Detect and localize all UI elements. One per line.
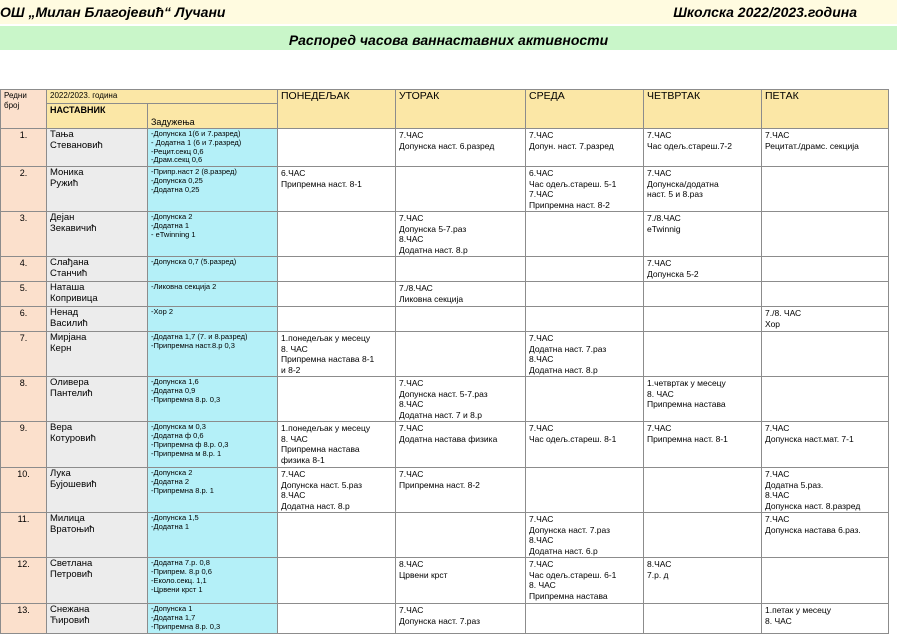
monday-cell: 1.понедељак у месецу 8. ЧАС Припремна настава 8-1 и 8-2 bbox=[278, 332, 396, 377]
monday-cell bbox=[278, 377, 396, 422]
header-friday: ПЕТАК bbox=[762, 90, 889, 129]
table-row bbox=[1, 513, 889, 558]
table-row bbox=[1, 422, 889, 468]
thursday-cell bbox=[644, 282, 762, 307]
tuesday-cell bbox=[396, 167, 526, 212]
school-year-title: Школска 2022/2023.година bbox=[673, 4, 857, 20]
teacher-name: Снежана Ћировић bbox=[47, 604, 148, 634]
teacher-name: Светлана Петровић bbox=[47, 558, 148, 604]
friday-cell bbox=[762, 558, 889, 604]
monday-cell bbox=[278, 558, 396, 604]
header-teacher: НАСТАВНИК bbox=[47, 104, 148, 129]
friday-cell bbox=[762, 167, 889, 212]
table-row bbox=[1, 468, 889, 513]
teacher-name: Вера Котуровић bbox=[47, 422, 148, 468]
friday-cell bbox=[762, 282, 889, 307]
teacher-name: Ненад Василић bbox=[47, 307, 148, 332]
monday-cell: 7.ЧАС Допунска наст. 5.раз 8.ЧАС Додатна наст. 8.р bbox=[278, 468, 396, 513]
teacher-duties: -Ликовна секција 2 bbox=[148, 282, 278, 307]
tuesday-cell bbox=[396, 332, 526, 377]
friday-cell: 7.ЧАС Додатна 5.раз. 8.ЧАС Допунска наст. 8.разред bbox=[762, 468, 889, 513]
tuesday-cell bbox=[396, 257, 526, 282]
monday-cell bbox=[278, 307, 396, 332]
monday-cell bbox=[278, 257, 396, 282]
tuesday-cell: 7.ЧАС Допунска наст. 6.разред bbox=[396, 129, 526, 167]
monday-cell: 6.ЧАС Припремна наст. 8-1 bbox=[278, 167, 396, 212]
teacher-duties: -Допунска 1 -Додатна 1,7 -Припремна 8.р. 0,3 bbox=[148, 604, 278, 634]
teacher-duties: -Допунска 1,6 -Додатна 0,9 -Припремна 8.р. 0,3 bbox=[148, 377, 278, 422]
wednesday-cell bbox=[526, 604, 644, 634]
monday-cell bbox=[278, 212, 396, 257]
header-duties-top bbox=[148, 104, 278, 116]
table-row bbox=[1, 167, 889, 212]
wednesday-cell: 7.ЧАС Час одељ.стареш. 8-1 bbox=[526, 422, 644, 468]
header-school-year: 2022/2023. година bbox=[47, 90, 278, 104]
wednesday-cell bbox=[526, 212, 644, 257]
tuesday-cell: 7.ЧАС Допунска наст. 7.раз bbox=[396, 604, 526, 634]
wednesday-cell: 7.ЧАС Час одељ.стареш. 6-1 8. ЧАС Припремна настава bbox=[526, 558, 644, 604]
thursday-cell: 7.ЧАС Допунска/додатна наст. 5 и 8.раз bbox=[644, 167, 762, 212]
tuesday-cell bbox=[396, 307, 526, 332]
row-number: 2. bbox=[1, 167, 47, 212]
tuesday-cell: 7./8.ЧАС Ликовна секција bbox=[396, 282, 526, 307]
wednesday-cell: 7.ЧАС Допунска наст. 7.раз 8.ЧАС Додатна наст. 6.р bbox=[526, 513, 644, 558]
teacher-duties: -Допунска 0,7 (5.разред) bbox=[148, 257, 278, 282]
header-wednesday: СРЕДА bbox=[526, 90, 644, 129]
wednesday-cell bbox=[526, 257, 644, 282]
tuesday-cell bbox=[396, 513, 526, 558]
monday-cell bbox=[278, 513, 396, 558]
table-row bbox=[1, 129, 889, 167]
thursday-cell: 7.ЧАС Припремна наст. 8-1 bbox=[644, 422, 762, 468]
wednesday-cell: 6.ЧАС Час одељ.стареш. 5-1 7.ЧАС Припремна наст. 8-2 bbox=[526, 167, 644, 212]
row-number: 12. bbox=[1, 558, 47, 604]
teacher-name: Слађана Станчић bbox=[47, 257, 148, 282]
teacher-duties: -Допунска 1(6 и 7.разред) - Додатна 1 (6 и 7.разред) -Рецит.секц 0,6 -Драм.секц 0,6 bbox=[148, 129, 278, 167]
thursday-cell bbox=[644, 604, 762, 634]
wednesday-cell bbox=[526, 282, 644, 307]
wednesday-cell bbox=[526, 307, 644, 332]
row-number: 13. bbox=[1, 604, 47, 634]
thursday-cell bbox=[644, 332, 762, 377]
header-thursday: ЧЕТВРТАК bbox=[644, 90, 762, 129]
school-title: ОШ „Милан Благојевић“ Лучани bbox=[0, 4, 226, 20]
table-row bbox=[1, 604, 889, 634]
table-row bbox=[1, 257, 889, 282]
thursday-cell bbox=[644, 513, 762, 558]
friday-cell: 7./8. ЧАС Хор bbox=[762, 307, 889, 332]
row-number: 5. bbox=[1, 282, 47, 307]
wednesday-cell bbox=[526, 377, 644, 422]
teacher-duties: -Допунска 1,5 -Додатна 1 bbox=[148, 513, 278, 558]
friday-cell bbox=[762, 212, 889, 257]
teacher-name: Моника Ружић bbox=[47, 167, 148, 212]
thursday-cell bbox=[644, 468, 762, 513]
teacher-duties: -Додатна 1,7 (7. и 8.разред) -Припремна наст.8.р 0,3 bbox=[148, 332, 278, 377]
teacher-name: Дејан Зекавичић bbox=[47, 212, 148, 257]
monday-cell bbox=[278, 282, 396, 307]
header-tuesday: УТОРАК bbox=[396, 90, 526, 129]
header-row-number: Редни број bbox=[1, 90, 47, 129]
thursday-cell: 7./8.ЧАС eTwinnig bbox=[644, 212, 762, 257]
friday-cell bbox=[762, 257, 889, 282]
table-row bbox=[1, 307, 889, 332]
friday-cell: 1.петак у месецу 8. ЧАС bbox=[762, 604, 889, 634]
teacher-duties: -Припр.наст 2 (8.разред) -Допунска 0,25 -Додатна 0,25 bbox=[148, 167, 278, 212]
thursday-cell: 7.ЧАС Час одељ.стареш.7-2 bbox=[644, 129, 762, 167]
thursday-cell: 8.ЧАС 7.р. д bbox=[644, 558, 762, 604]
friday-cell: 7.ЧАС Рецитат./драмс. секција bbox=[762, 129, 889, 167]
wednesday-cell bbox=[526, 468, 644, 513]
monday-cell bbox=[278, 604, 396, 634]
tuesday-cell: 7.ЧАС Додатна настава физика bbox=[396, 422, 526, 468]
row-number: 6. bbox=[1, 307, 47, 332]
row-number: 1. bbox=[1, 129, 47, 167]
header-monday: ПОНЕДЕЉАК bbox=[278, 90, 396, 129]
title-bar bbox=[0, 0, 897, 24]
table-row bbox=[1, 332, 889, 377]
teacher-duties: -Додатна 7.р. 0,8 -Припрем. 8.р 0,6 -Еколо.секц. 1,1 -Црвени крст 1 bbox=[148, 558, 278, 604]
teacher-duties: -Хор 2 bbox=[148, 307, 278, 332]
tuesday-cell: 8.ЧАС Црвени крст bbox=[396, 558, 526, 604]
schedule-subtitle: Распоред часова ваннаставних активности bbox=[288, 32, 609, 48]
friday-cell bbox=[762, 377, 889, 422]
tuesday-cell: 7.ЧАС Припремна наст. 8-2 bbox=[396, 468, 526, 513]
tuesday-cell: 7.ЧАС Допунска 5-7.раз 8.ЧАС Додатна наст. 8.р bbox=[396, 212, 526, 257]
teacher-name: Оливера Пантелић bbox=[47, 377, 148, 422]
monday-cell: 1.понедељак у месецу 8. ЧАС Припремна настава физика 8-1 bbox=[278, 422, 396, 468]
header-duties: Задужења bbox=[148, 116, 278, 129]
row-number: 8. bbox=[1, 377, 47, 422]
thursday-cell bbox=[644, 307, 762, 332]
table-row bbox=[1, 212, 889, 257]
teacher-duties: -Допунска 2 -Додатна 1 - eTwinning 1 bbox=[148, 212, 278, 257]
friday-cell: 7.ЧАС Допунска настава 6.раз. bbox=[762, 513, 889, 558]
thursday-cell: 1.четвртак у месецу 8. ЧАС Припремна настава bbox=[644, 377, 762, 422]
friday-cell bbox=[762, 332, 889, 377]
thursday-cell: 7.ЧАС Допунска 5-2 bbox=[644, 257, 762, 282]
row-number: 11. bbox=[1, 513, 47, 558]
row-number: 9. bbox=[1, 422, 47, 468]
schedule-table bbox=[0, 89, 889, 634]
teacher-name: Лука Бујошевић bbox=[47, 468, 148, 513]
wednesday-cell: 7.ЧАС Допун. наст. 7.разред bbox=[526, 129, 644, 167]
subtitle-bar bbox=[0, 26, 897, 50]
teacher-name: Милица Вратоњић bbox=[47, 513, 148, 558]
table-row bbox=[1, 282, 889, 307]
table-row bbox=[1, 377, 889, 422]
row-number: 3. bbox=[1, 212, 47, 257]
tuesday-cell: 7.ЧАС Допунска наст. 5-7.раз 8.ЧАС Додатна наст. 7 и 8.р bbox=[396, 377, 526, 422]
teacher-name: Наташа Копривица bbox=[47, 282, 148, 307]
friday-cell: 7.ЧАС Допунска наст.мат. 7-1 bbox=[762, 422, 889, 468]
teacher-name: Тања Стевановић bbox=[47, 129, 148, 167]
monday-cell bbox=[278, 129, 396, 167]
row-number: 4. bbox=[1, 257, 47, 282]
teacher-duties: -Допунска м 0,3 -Додатна ф 0,6 -Припремна ф 8.р. 0,3 -Припремна м 8.р. 1 bbox=[148, 422, 278, 468]
row-number: 7. bbox=[1, 332, 47, 377]
wednesday-cell: 7.ЧАС Додатна наст. 7.раз 8.ЧАС Додатна наст. 8.р bbox=[526, 332, 644, 377]
table-row bbox=[1, 558, 889, 604]
teacher-name: Мирјана Керн bbox=[47, 332, 148, 377]
row-number: 10. bbox=[1, 468, 47, 513]
teacher-duties: -Допунска 2 -Додатна 2 -Припремна 8.р. 1 bbox=[148, 468, 278, 513]
